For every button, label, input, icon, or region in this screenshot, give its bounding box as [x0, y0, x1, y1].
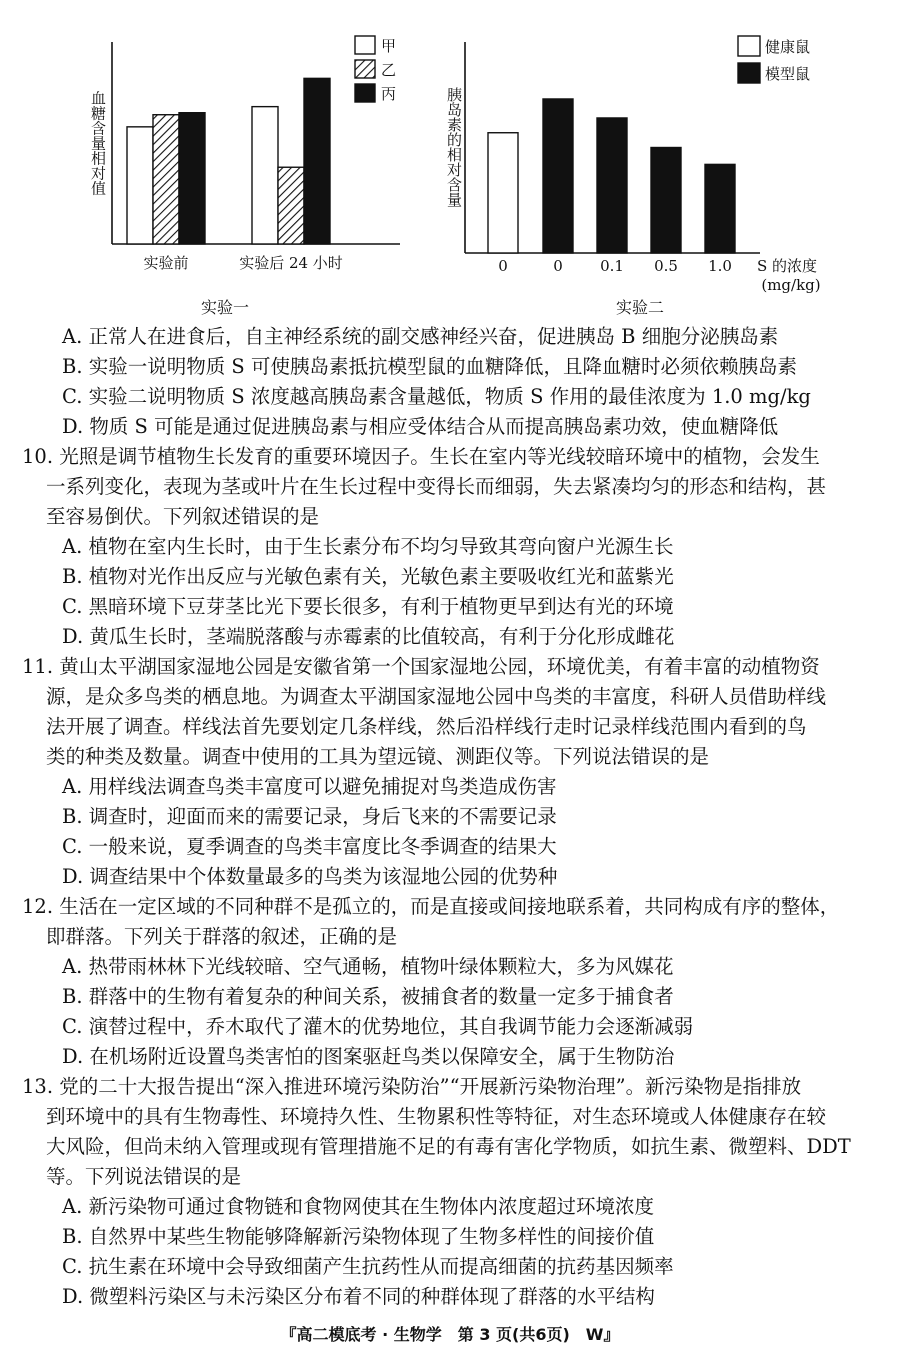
q13-stem-line-1: 13. 党的二十大报告提出“深入推进环境污染防治”“开展新污染物治理”。新污染物是指排放	[22, 1075, 802, 1098]
chart1-bar-丙-1	[304, 78, 330, 244]
q12-option-a: A. 热带雨林林下光线较暗、空气通畅，植物叶绿体颗粒大，多为风媒花	[62, 955, 674, 978]
q10-option-d: D. 黄瓜生长时，茎端脱落酸与赤霉素的比值较高，有利于分化形成雌花	[62, 625, 675, 648]
q12-option-d: D. 在机场附近设置鸟类害怕的图案驱赶鸟类以保障安全，属于生物防治	[62, 1045, 675, 1068]
chart2-bar-1-4	[705, 164, 735, 253]
chart2-x-tick-2: 0.1	[600, 257, 624, 275]
chart1-bar-乙-1	[278, 167, 304, 244]
q9-option-b: B. 实验一说明物质 S 可使胰岛素抵抗模型鼠的血糖降低，且降血糖时必须依赖胰岛素	[62, 355, 797, 378]
chart2-bar-1-3	[651, 148, 681, 254]
q13-stem-line-2: 到环境中的具有生物毒性、环境持久性、生物累积性等特征，对生态环境或人体健康存在较	[46, 1105, 827, 1128]
chart1-legend-swatch-0	[355, 36, 375, 54]
q11-option-b: B. 调查时，迎面而来的需要记录，身后飞来的不需要记录	[62, 805, 557, 828]
chart2-x-tick-4: 1.0	[708, 257, 732, 275]
q9-option-d: D. 物质 S 可能是通过促进胰岛素与相应受体结合从而提高胰岛素功效，使血糖降低	[62, 415, 779, 438]
q13-stem-line-4: 等。下列说法错误的是	[46, 1165, 242, 1188]
chart1-legend-swatch-2	[355, 84, 375, 102]
q10-stem-line-3: 至容易倒伏。下列叙述错误的是	[46, 505, 320, 528]
chart1-bar-乙-0	[153, 115, 179, 244]
q12-stem-line-1: 12. 生活在一定区域的不同种群不是孤立的，而是直接或间接地联系着，共同构成有序的整体，	[22, 895, 840, 918]
chart1-legend-label-2: 丙	[381, 85, 397, 103]
chart2-bar-1-2	[597, 118, 627, 253]
chart1-x-tick-1: 实验后 24 小时	[239, 254, 343, 272]
q10-option-a: A. 植物在室内生长时，由于生长素分布不均匀导致其弯向窗户光源生长	[62, 535, 674, 558]
q12-stem-line-2: 即群落。下列关于群落的叙述，正确的是	[46, 925, 398, 948]
q10-option-c: C. 黑暗环境下豆芽茎比光下要长很多，有利于植物更早到达有光的环境	[62, 595, 674, 618]
chart2-legend-label-0: 健康鼠	[765, 38, 811, 56]
q13-stem-line-3: 大风险，但尚未纳入管理或现有管理措施不足的有毒有害化学物质，如抗生素、微塑料、DDT	[46, 1135, 851, 1158]
chart1-legend-label-1: 乙	[381, 61, 397, 79]
experiment-charts	[0, 0, 900, 330]
q13-option-b: B. 自然界中某些生物能够降解新污染物体现了生物多样性的间接价值	[62, 1225, 655, 1248]
q12-option-b: B. 群落中的生物有着复杂的种间关系，被捕食者的数量一定多于捕食者	[62, 985, 674, 1008]
chart2-x-tick-0: 0	[498, 257, 508, 275]
chart1-bar-甲-1	[252, 107, 278, 244]
q9-option-a: A. 正常人在进食后，自主神经系统的副交感神经兴奋，促进胰岛 B 细胞分泌胰岛素	[62, 325, 779, 348]
q13-option-a: A. 新污染物可通过食物链和食物网使其在生物体内浓度超过环境浓度	[62, 1195, 654, 1218]
q11-option-a: A. 用样线法调查鸟类丰富度可以避免捕捉对鸟类造成伤害	[62, 775, 557, 798]
q11-option-c: C. 一般来说，夏季调查的鸟类丰富度比冬季调查的结果大	[62, 835, 557, 858]
chart1-x-tick-0: 实验前	[143, 254, 189, 272]
q11-option-d: D. 调查结果中个体数量最多的鸟类为该湿地公园的优势种	[62, 865, 558, 888]
chart2-x-label-line-1: S 的浓度	[756, 257, 818, 275]
chart2-title: 实验二	[615, 298, 665, 317]
q9-option-c: C. 实验二说明物质 S 浓度越高胰岛素含量越低，物质 S 作用的最佳浓度为 1.0 mg/kg	[62, 385, 811, 408]
q13-option-c: C. 抗生素在环境中会导致细菌产生抗药性从而提高细菌的抗药基因频率	[62, 1255, 674, 1278]
chart2-x-label-line-2: (mg/kg)	[761, 276, 821, 294]
chart1-title: 实验一	[200, 298, 250, 317]
chart2-bar-0-0	[488, 133, 518, 253]
chart2-legend-swatch-1	[738, 63, 760, 83]
chart2-y-label: 胰岛素的相对含量	[445, 87, 463, 207]
q11-stem-line-1: 11. 黄山太平湖国家湿地公园是安徽省第一个国家湿地公园，环境优美，有着丰富的动植物资	[22, 655, 820, 678]
chart2-x-tick-1: 0	[553, 257, 563, 275]
chart1-legend-label-0: 甲	[381, 37, 397, 55]
q10-option-b: B. 植物对光作出反应与光敏色素有关，光敏色素主要吸收红光和蓝紫光	[62, 565, 674, 588]
q11-stem-line-4: 类的种类及数量。调查中使用的工具为望远镜、测距仪等。下列说法错误的是	[46, 745, 710, 768]
chart1-y-label: 血糖含量相对值	[89, 90, 107, 196]
chart2-bar-1-1	[543, 99, 573, 253]
q11-stem-line-2: 源，是众多鸟类的栖息地。为调查太平湖国家湿地公园中鸟类的丰富度，科研人员借助样线	[46, 685, 827, 708]
page-footer: 『高二模底考 · 生物学 第 3 页(共6页) W』	[280, 1325, 620, 1344]
chart1-legend-swatch-1	[355, 60, 375, 78]
chart2-legend-label-1: 模型鼠	[765, 65, 811, 83]
charts-area	[0, 0, 900, 330]
chart2-legend-swatch-0	[738, 36, 760, 56]
q10-stem-line-2: 一系列变化，表现为茎或叶片在生长过程中变得长而细弱，失去紧凑均匀的形态和结构，甚	[46, 475, 827, 498]
chart1-bar-甲-0	[127, 127, 153, 244]
q12-option-c: C. 演替过程中，乔木取代了灌木的优势地位，其自我调节能力会逐渐减弱	[62, 1015, 694, 1038]
q13-option-d: D. 微塑料污染区与未污染区分布着不同的种群体现了群落的水平结构	[62, 1285, 655, 1308]
q10-stem-line-1: 10. 光照是调节植物生长发育的重要环境因子。生长在室内等光线较暗环境中的植物，会发生	[22, 445, 820, 468]
chart1-bar-丙-0	[179, 113, 205, 244]
chart2-x-tick-3: 0.5	[654, 257, 678, 275]
q11-stem-line-3: 法开展了调查。样线法首先要划定几条样线，然后沿样线行走时记录样线范围内看到的鸟	[46, 715, 807, 738]
